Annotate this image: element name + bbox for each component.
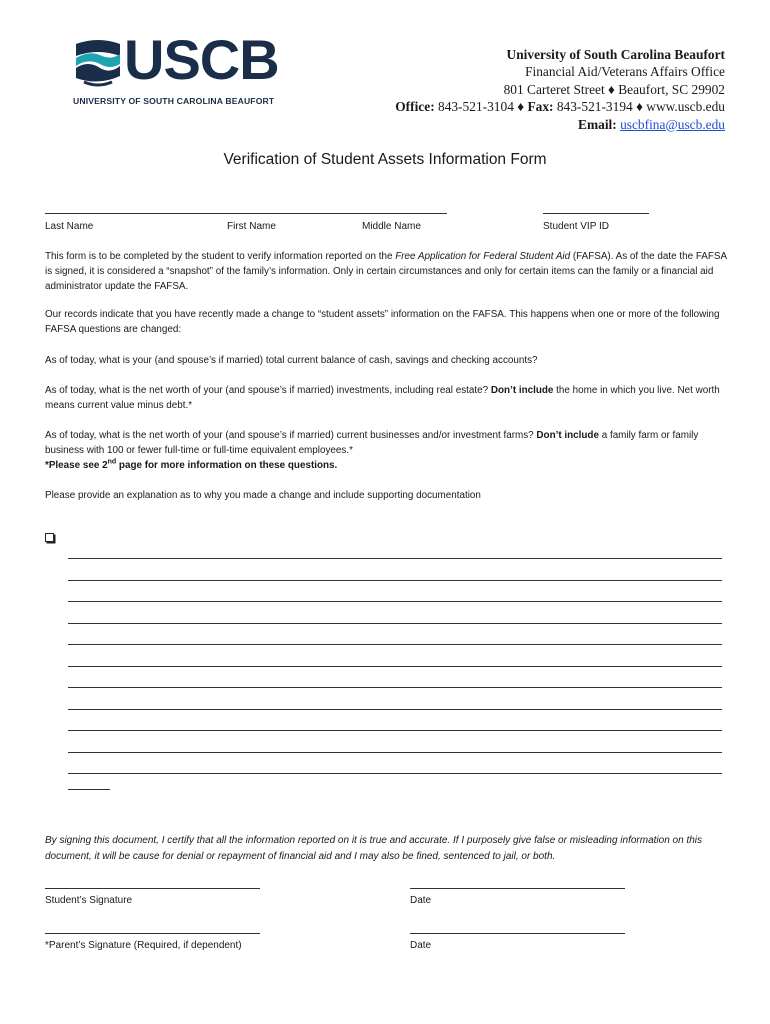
logo-subtitle: UNIVERSITY OF SOUTH CAROLINA BEAUFORT xyxy=(73,96,275,106)
explanation-lines[interactable] xyxy=(68,558,722,795)
email-link[interactable]: uscbfina@uscb.edu xyxy=(620,116,725,132)
answer-line-short[interactable] xyxy=(68,789,110,790)
date-label: Date xyxy=(410,895,432,906)
intro-text: This form is to be completed by the student to verify information reported on the xyxy=(45,251,396,262)
uscb-wave-logo-icon xyxy=(72,38,124,88)
date-label: Date xyxy=(410,940,432,951)
answer-line[interactable] xyxy=(68,773,722,774)
note-superscript: nd xyxy=(107,458,117,466)
email-line xyxy=(395,116,725,133)
explanation-prompt: Please provide an explanation as to why you made a change and include supporting documentation xyxy=(45,490,481,501)
fax-label: Fax: xyxy=(527,99,554,115)
records-paragraph: Our records indicate that you have recently made a change to “student assets” information on the FAFSA. This happens when one or more of the following FAFSA questions are changed: xyxy=(45,309,720,335)
phone-line xyxy=(395,98,725,115)
answer-line[interactable] xyxy=(68,709,722,710)
explanation-checkbox[interactable] xyxy=(45,533,54,542)
answer-line[interactable] xyxy=(68,580,722,581)
uscb-logo xyxy=(72,28,287,110)
student-vip-id-label: Student VIP ID xyxy=(543,221,609,232)
vip-id-input-line[interactable] xyxy=(543,213,649,214)
answer-line[interactable] xyxy=(68,644,722,645)
q2-text-rest: the home in which you live. Net worth means current value minus debt.* xyxy=(45,385,720,411)
question-cash-balance: As of today, what is your (and spouse’s if married) total current balance of cash, savings and checking accounts? xyxy=(45,355,538,366)
office-phone: 843-521-3104 xyxy=(438,99,514,115)
student-name-fields xyxy=(45,205,735,245)
office-contact-block xyxy=(395,46,725,133)
parent-signature-field[interactable] xyxy=(45,933,260,951)
answer-line[interactable] xyxy=(68,666,722,667)
logo-wordmark: USCB xyxy=(124,28,279,91)
signature-line[interactable] xyxy=(45,888,260,889)
student-signature-label: Student’s Signature xyxy=(45,895,133,906)
website: www.uscb.edu xyxy=(646,99,725,115)
certification-statement: By signing this document, I certify that all the information reported on it is true and accurate. If I purposely give false or misleading information on this document, it will be cause for denial or repayment of financial aid and I may also be fined, sentenced to jail, or both. xyxy=(45,835,703,862)
separator: ♦ xyxy=(636,99,643,115)
street-address: 801 Carteret Street ♦ Beaufort, SC 29902 xyxy=(503,81,725,97)
student-signature-field[interactable] xyxy=(45,888,260,906)
office-label: Office: xyxy=(395,99,435,115)
student-date-field[interactable] xyxy=(410,888,625,906)
intro-text-rest: (FAFSA). As of the date the FAFSA is signed, it is considered a “snapshot” of the family’s information. Only in certain circumstances and only for certain items can the family or a financial aid administrator update the FAFSA. xyxy=(45,251,727,292)
middle-name-label: Middle Name xyxy=(362,221,421,232)
fafsa-name: Free Application for Federal Student Aid xyxy=(395,251,571,262)
answer-line[interactable] xyxy=(68,730,722,731)
parent-signature-label: *Parent’s Signature (Required, if dependent) xyxy=(45,940,242,951)
answer-line[interactable] xyxy=(68,623,722,624)
first-name-label: First Name xyxy=(227,221,276,232)
parent-date-field[interactable] xyxy=(410,933,625,951)
intro-paragraph xyxy=(45,249,730,294)
note-text: *Please see 2 xyxy=(45,460,108,471)
second-page-note xyxy=(45,460,337,471)
q3-emphasis: Don’t include xyxy=(536,430,599,441)
fax-phone: 843-521-3194 xyxy=(556,99,633,115)
date-line[interactable] xyxy=(410,888,625,889)
email-label: Email: xyxy=(578,116,617,132)
answer-line[interactable] xyxy=(68,687,722,688)
q3-text: As of today, what is the net worth of your (and spouse’s if married) current businesses and/or investment farms? xyxy=(45,430,537,441)
note-text-rest: page for more information on these questions. xyxy=(116,460,338,471)
name-input-line[interactable] xyxy=(45,213,447,214)
form-title: Verification of Student Assets Information Form xyxy=(223,151,547,168)
question-investments xyxy=(45,383,730,413)
signature-line[interactable] xyxy=(45,933,260,934)
answer-line[interactable] xyxy=(68,601,722,602)
q3-text-rest: a family farm or family business with 100 or fewer full-time or full-time equivalent employees.* xyxy=(45,430,699,456)
last-name-label: Last Name xyxy=(45,221,94,232)
date-line[interactable] xyxy=(410,933,625,934)
department-name: Financial Aid/Veterans Affairs Office xyxy=(525,64,725,80)
answer-line[interactable] xyxy=(68,752,722,753)
answer-line[interactable] xyxy=(68,558,722,559)
question-businesses xyxy=(45,428,730,473)
q2-text: As of today, what is the net worth of your (and spouse’s if married) investments, including real estate? xyxy=(45,385,491,396)
university-name: University of South Carolina Beaufort xyxy=(506,47,725,62)
separator: ♦ xyxy=(517,99,525,115)
q2-emphasis: Don’t include xyxy=(490,385,554,396)
